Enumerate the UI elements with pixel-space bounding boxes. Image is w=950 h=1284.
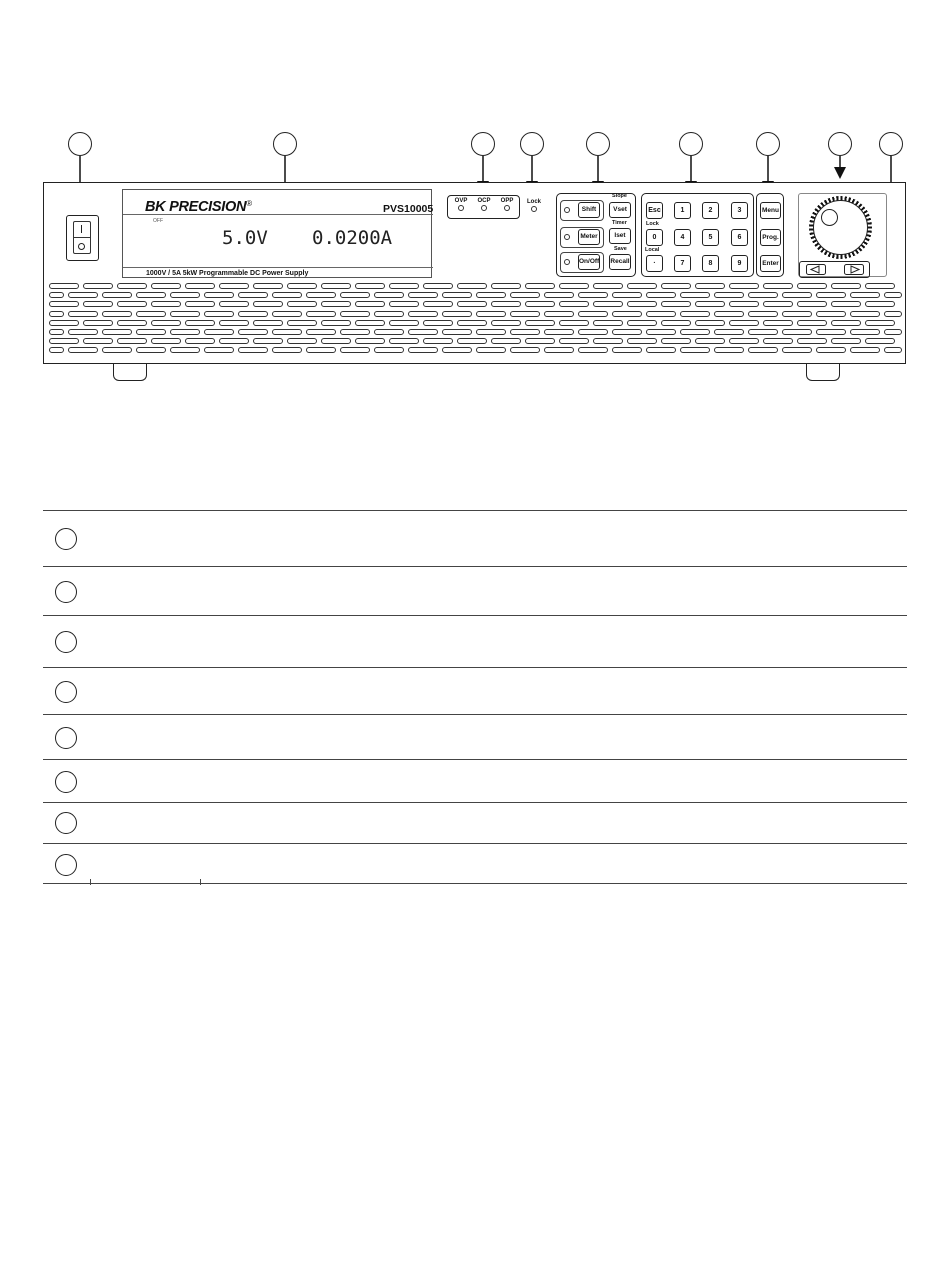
shift-row: [560, 200, 604, 221]
product-description: 1000V / 5A 5kW Programmable DC Power Supply: [146, 270, 309, 277]
vent-slot: [204, 347, 234, 353]
description-table: [43, 510, 907, 883]
vent-slot: [374, 311, 404, 317]
key-dot[interactable]: ·: [646, 255, 663, 272]
table-row: [43, 668, 907, 715]
vent-slot: [816, 311, 846, 317]
vent-slot: [748, 292, 778, 298]
vent-slot: [340, 311, 370, 317]
key-9[interactable]: 9: [731, 255, 748, 272]
vent-slot: [865, 301, 895, 307]
vent-slot: [321, 283, 351, 289]
row-number-circle: [55, 528, 77, 550]
table-row: [43, 760, 907, 803]
vent-slot: [306, 292, 336, 298]
vent-slot: [559, 338, 589, 344]
vent-slot: [102, 329, 132, 335]
vent-slot: [442, 329, 472, 335]
brand-logo: BK PRECISION®: [145, 199, 252, 215]
key-0[interactable]: 0: [646, 229, 663, 246]
vent-slot: [83, 320, 113, 326]
lock-led: [531, 206, 537, 212]
vent-slot: [476, 329, 506, 335]
vent-slot: [491, 338, 521, 344]
vent-slot: [457, 320, 487, 326]
vent-slot: [151, 320, 181, 326]
lock-label: Lock: [646, 221, 659, 227]
vent-slot: [865, 338, 895, 344]
vent-slot: [865, 320, 895, 326]
vent-slot: [714, 292, 744, 298]
vent-slot: [83, 283, 113, 289]
vent-slot: [559, 301, 589, 307]
timer-label: Timer: [612, 220, 627, 226]
vent-slot: [238, 329, 268, 335]
vent-slot: [680, 311, 710, 317]
vent-slot: [593, 320, 623, 326]
vent-slot: [476, 347, 506, 353]
vent-slot: [389, 320, 419, 326]
vent-slot: [355, 338, 385, 344]
vent-slot: [680, 329, 710, 335]
save-label: Save: [614, 246, 627, 252]
vent-slot: [510, 292, 540, 298]
vent-slot: [408, 329, 438, 335]
vent-grille: [49, 283, 902, 358]
vent-slot: [185, 338, 215, 344]
vent-slot: [117, 283, 147, 289]
vent-slot: [151, 301, 181, 307]
vent-slot: [476, 311, 506, 317]
vent-slot: [272, 292, 302, 298]
onoff-row: [560, 252, 604, 273]
vent-slot: [219, 301, 249, 307]
row-number-circle: [55, 631, 77, 653]
local-label: Local: [645, 247, 660, 253]
slope-label: Slope: [612, 193, 627, 199]
vent-slot: [423, 338, 453, 344]
vent-slot: [442, 292, 472, 298]
vent-slot: [578, 347, 608, 353]
vent-slot: [782, 329, 812, 335]
vent-slot: [306, 329, 336, 335]
vent-slot: [102, 347, 132, 353]
vent-slot: [578, 292, 608, 298]
vent-slot: [287, 301, 317, 307]
table-row: [43, 803, 907, 844]
iset-button[interactable]: Iset: [609, 228, 631, 244]
vent-slot: [389, 283, 419, 289]
vent-slot: [102, 292, 132, 298]
key-6[interactable]: 6: [731, 229, 748, 246]
vent-slot: [321, 338, 351, 344]
row-number-circle: [55, 581, 77, 603]
onoff-led: [564, 259, 570, 265]
vent-slot: [525, 338, 555, 344]
row-number-circle: [55, 727, 77, 749]
vent-slot: [170, 329, 200, 335]
vent-slot: [612, 311, 642, 317]
vent-slot: [170, 292, 200, 298]
key-3[interactable]: 3: [731, 202, 748, 219]
vent-slot: [797, 301, 827, 307]
vent-slot: [219, 338, 249, 344]
vent-slot: [170, 311, 200, 317]
vent-slot: [68, 292, 98, 298]
vent-slot: [714, 311, 744, 317]
knob-area: [798, 193, 887, 277]
vent-slot: [578, 329, 608, 335]
vent-slot: [850, 292, 880, 298]
right-arrow-icon[interactable]: [844, 264, 864, 275]
table-row: [43, 567, 907, 616]
vent-slot: [525, 283, 555, 289]
vent-slot: [646, 329, 676, 335]
vent-slot: [49, 338, 79, 344]
meter-button[interactable]: Meter: [578, 229, 600, 245]
menu-keys: [756, 193, 784, 277]
vent-slot: [136, 329, 166, 335]
vset-button[interactable]: Vset: [609, 202, 631, 218]
vent-slot: [306, 311, 336, 317]
vent-slot: [850, 311, 880, 317]
table-row: [43, 510, 907, 567]
vent-slot: [117, 338, 147, 344]
vent-slot: [748, 347, 778, 353]
vent-slot: [816, 329, 846, 335]
meter-led: [564, 234, 570, 240]
vent-slot: [272, 311, 302, 317]
numeric-keypad: [641, 193, 754, 277]
opp-indicator: OPP: [496, 198, 518, 211]
vent-slot: [219, 283, 249, 289]
row-number-circle: [55, 812, 77, 834]
opp-led: [504, 205, 510, 211]
table-row: [43, 715, 907, 760]
vent-slot: [287, 338, 317, 344]
vent-slot: [612, 329, 642, 335]
vent-slot: [204, 292, 234, 298]
ovp-indicator: OVP: [450, 198, 472, 211]
vent-slot: [408, 292, 438, 298]
vent-slot: [884, 311, 902, 317]
meter-row: [560, 227, 604, 248]
vent-slot: [136, 347, 166, 353]
vent-slot: [782, 292, 812, 298]
vent-slot: [661, 301, 691, 307]
vent-slot: [850, 347, 880, 353]
key-1[interactable]: 1: [674, 202, 691, 219]
vent-slot: [374, 292, 404, 298]
row-number-circle: [55, 681, 77, 703]
vent-slot: [49, 347, 64, 353]
table-row: [43, 844, 907, 884]
vent-slot: [321, 301, 351, 307]
vent-slot: [593, 301, 623, 307]
lock-indicator: Lock: [524, 199, 544, 212]
vent-slot: [238, 311, 268, 317]
vent-slot: [763, 283, 793, 289]
shift-button[interactable]: Shift: [578, 202, 600, 218]
lcd-voltage: 5.0V: [222, 227, 268, 249]
esc-button[interactable]: Esc: [646, 202, 663, 219]
prog-button[interactable]: Prog.: [760, 229, 781, 246]
vent-slot: [170, 347, 200, 353]
vent-slot: [831, 320, 861, 326]
vent-slot: [442, 347, 472, 353]
vent-slot: [423, 301, 453, 307]
vent-slot: [185, 320, 215, 326]
vent-slot: [763, 301, 793, 307]
vent-slot: [306, 347, 336, 353]
vent-slot: [544, 329, 574, 335]
key-8[interactable]: 8: [702, 255, 719, 272]
vent-slot: [695, 320, 725, 326]
vent-slot: [729, 301, 759, 307]
arrow-keys: [799, 261, 870, 278]
vent-slot: [457, 283, 487, 289]
vent-slot: [797, 283, 827, 289]
rotary-knob-icon[interactable]: [809, 196, 872, 259]
vent-slot: [151, 338, 181, 344]
vent-slot: [136, 292, 166, 298]
vent-slot: [559, 320, 589, 326]
vent-slot: [831, 338, 861, 344]
vent-slot: [476, 292, 506, 298]
vent-slot: [695, 283, 725, 289]
vent-slot: [49, 320, 79, 326]
row-number-circle: [55, 854, 77, 876]
left-foot: [113, 364, 147, 381]
vent-slot: [646, 292, 676, 298]
vent-slot: [748, 311, 778, 317]
vent-slot: [748, 329, 778, 335]
vent-slot: [525, 301, 555, 307]
ovp-led: [458, 205, 464, 211]
vent-slot: [340, 292, 370, 298]
column-divider-mark: [90, 879, 91, 885]
shift-led: [564, 207, 570, 213]
vent-slot: [544, 292, 574, 298]
vent-slot: [253, 283, 283, 289]
vent-slot: [831, 283, 861, 289]
function-keys: [556, 193, 636, 277]
vent-slot: [287, 320, 317, 326]
vent-slot: [340, 347, 370, 353]
display-area: [122, 189, 432, 278]
vent-slot: [593, 283, 623, 289]
lcd-current: 0.0200A: [312, 227, 393, 249]
vent-slot: [782, 347, 812, 353]
enter-button[interactable]: Enter: [760, 255, 781, 272]
vent-slot: [729, 320, 759, 326]
vent-slot: [423, 320, 453, 326]
vent-slot: [797, 338, 827, 344]
vent-slot: [695, 338, 725, 344]
column-divider-mark: [200, 879, 201, 885]
vent-slot: [797, 320, 827, 326]
vent-slot: [408, 347, 438, 353]
protection-indicators: [447, 195, 520, 219]
vent-slot: [204, 311, 234, 317]
vent-slot: [321, 320, 351, 326]
vent-slot: [816, 347, 846, 353]
menu-button[interactable]: Menu: [760, 202, 781, 219]
vent-slot: [272, 347, 302, 353]
vent-slot: [627, 338, 657, 344]
vent-slot: [102, 311, 132, 317]
vent-slot: [593, 338, 623, 344]
lcd-status-tag: OFF: [153, 218, 163, 224]
vent-slot: [49, 301, 79, 307]
recall-button[interactable]: Recall: [609, 254, 631, 270]
vent-slot: [661, 338, 691, 344]
vent-slot: [491, 301, 521, 307]
vent-slot: [185, 283, 215, 289]
vent-slot: [355, 283, 385, 289]
key-5[interactable]: 5: [702, 229, 719, 246]
vent-slot: [491, 283, 521, 289]
vent-slot: [117, 320, 147, 326]
vent-slot: [136, 311, 166, 317]
vent-slot: [49, 311, 64, 317]
vent-slot: [49, 283, 79, 289]
vent-slot: [831, 301, 861, 307]
left-arrow-icon[interactable]: [806, 264, 826, 275]
vent-slot: [510, 329, 540, 335]
ocp-led: [481, 205, 487, 211]
vent-slot: [287, 283, 317, 289]
vent-slot: [253, 301, 283, 307]
vent-slot: [340, 329, 370, 335]
vent-slot: [646, 311, 676, 317]
vent-slot: [83, 338, 113, 344]
vent-slot: [204, 329, 234, 335]
vent-slot: [117, 301, 147, 307]
vent-slot: [525, 320, 555, 326]
vent-slot: [884, 292, 902, 298]
key-7[interactable]: 7: [674, 255, 691, 272]
key-2[interactable]: 2: [702, 202, 719, 219]
vent-slot: [544, 347, 574, 353]
vent-slot: [729, 283, 759, 289]
vent-slot: [816, 292, 846, 298]
vent-slot: [865, 283, 895, 289]
vent-slot: [151, 283, 181, 289]
row-number-circle: [55, 771, 77, 793]
vent-slot: [680, 292, 710, 298]
vent-slot: [850, 329, 880, 335]
vent-slot: [661, 283, 691, 289]
vent-slot: [578, 311, 608, 317]
vent-slot: [695, 301, 725, 307]
vent-slot: [355, 301, 385, 307]
on-off-button[interactable]: On/Off: [578, 254, 600, 270]
vent-slot: [491, 320, 521, 326]
vent-slot: [272, 329, 302, 335]
vent-slot: [763, 320, 793, 326]
vent-slot: [646, 347, 676, 353]
vent-slot: [559, 283, 589, 289]
vent-slot: [389, 338, 419, 344]
power-switch-icon[interactable]: [66, 215, 99, 261]
vent-slot: [680, 347, 710, 353]
vent-slot: [661, 320, 691, 326]
vent-slot: [68, 311, 98, 317]
vent-slot: [510, 311, 540, 317]
vent-slot: [884, 347, 902, 353]
vent-slot: [83, 301, 113, 307]
vent-slot: [408, 311, 438, 317]
right-foot: [806, 364, 840, 381]
vent-slot: [68, 329, 98, 335]
vent-slot: [423, 283, 453, 289]
vent-slot: [627, 301, 657, 307]
vent-slot: [627, 320, 657, 326]
vent-slot: [884, 329, 902, 335]
vent-slot: [782, 311, 812, 317]
vent-slot: [457, 301, 487, 307]
front-panel: [43, 182, 906, 364]
vent-slot: [253, 320, 283, 326]
vent-slot: [238, 347, 268, 353]
vent-slot: [510, 347, 540, 353]
vent-slot: [627, 283, 657, 289]
vent-slot: [763, 338, 793, 344]
vent-slot: [49, 329, 64, 335]
vent-slot: [714, 329, 744, 335]
vent-slot: [457, 338, 487, 344]
vent-slot: [355, 320, 385, 326]
vent-slot: [49, 292, 64, 298]
vent-slot: [253, 338, 283, 344]
vent-slot: [442, 311, 472, 317]
vent-slot: [544, 311, 574, 317]
table-row: [43, 616, 907, 668]
key-4[interactable]: 4: [674, 229, 691, 246]
vent-slot: [374, 329, 404, 335]
vent-slot: [238, 292, 268, 298]
vent-slot: [185, 301, 215, 307]
vent-slot: [714, 347, 744, 353]
model-label: PVS10005: [383, 203, 434, 215]
ocp-indicator: OCP: [473, 198, 495, 211]
vent-slot: [612, 347, 642, 353]
vent-slot: [219, 320, 249, 326]
vent-slot: [374, 347, 404, 353]
vent-slot: [729, 338, 759, 344]
vent-slot: [68, 347, 98, 353]
vent-slot: [389, 301, 419, 307]
lcd-screen: [123, 214, 433, 268]
vent-slot: [612, 292, 642, 298]
